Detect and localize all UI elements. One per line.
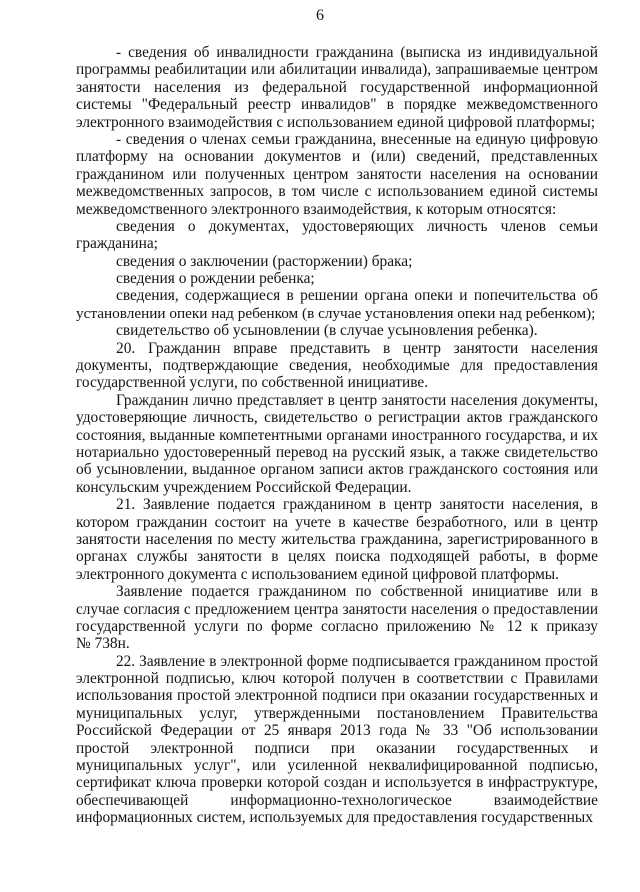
paragraph	[76, 496, 598, 583]
text-line: электронного взаимодействия с использованием единой цифровой платформы;	[76, 113, 596, 131]
paragraph	[76, 340, 598, 392]
text-line: 20. Гражданин вправе представить в центр занятости населения	[116, 339, 598, 357]
paragraph	[76, 253, 598, 270]
paragraph	[76, 583, 598, 653]
text-line: простой электронной подписи при оказании государственных и	[76, 739, 598, 757]
text-line: сертификат ключа проверки которой создан и используется в инфраструктуре,	[76, 774, 598, 792]
text-line: № 738н.	[76, 635, 130, 653]
text-line: установлении опеки над ребенком (в случае установления опеки над ребенком);	[76, 304, 596, 322]
paragraph	[76, 322, 598, 339]
text-line: государственной услуги, по собственной инициативе.	[76, 374, 429, 392]
text-line: Гражданин лично представляет в центр занятости населения документы,	[116, 391, 598, 409]
text-line: - сведения об инвалидности гражданина (выписка из индивидуальной	[116, 44, 598, 61]
text-line: котором гражданин состоит на учете в качестве безработного, или в центр	[76, 513, 598, 531]
paragraph	[76, 392, 598, 496]
paragraph	[76, 653, 598, 827]
text-line: сведения о документах, удостоверяющих личность членов семьи	[116, 217, 598, 235]
text-line: обеспечивающей информационно-технологическое взаимодействие	[76, 791, 598, 809]
text-line: документы, подтверждающие сведения, необходимые для предоставления	[76, 357, 598, 375]
text-line: об усыновлении, выданное органом записи актов гражданского состояния или	[76, 461, 598, 479]
page-number: 6	[316, 7, 324, 24]
text-line: нотариально удостоверенный перевод на русский язык, а также свидетельство	[76, 443, 598, 461]
text-line: - сведения о членах семьи гражданина, внесенные на единую цифровую	[116, 130, 598, 148]
text-line: гражданина;	[76, 235, 158, 253]
text-line: электронной подписью, ключ которой получен в соответствии с Правилами	[76, 670, 598, 688]
text-line: Заявление подается гражданином по собственной инициативе или в	[116, 583, 598, 601]
text-line: гражданином или полученных центром занятости населения на основании	[76, 165, 598, 183]
text-line: использования простой электронной подписи при оказании государственных и	[76, 687, 598, 705]
text-line: занятости населения по месту жительства гражданина, зарегистрированного в	[76, 530, 598, 548]
text-line: 22. Заявление в электронной форме подписывается гражданином простой	[116, 652, 598, 670]
text-line: межведомственного электронного взаимодействия, к которым относятся:	[76, 200, 557, 218]
text-line: муниципальных услуг", или усиленной неквалифицированной подписью,	[76, 757, 598, 775]
text-line: муниципальных услуг, утвержденными постановлением Правительства	[76, 704, 598, 722]
text-line: органах службы занятости в целях поиска подходящей работы, в форме	[76, 548, 598, 566]
text-line: состояния, выданные компетентными органами иностранного государства, и их	[76, 426, 598, 444]
text-line: Российской Федерации от 25 января 2013 года № 33 "Об использовании	[76, 722, 598, 740]
text-line: сведения, содержащиеся в решении органа опеки и попечительства об	[116, 287, 598, 305]
paragraph	[76, 44, 598, 131]
text-line: сведения о заключении (расторжении) брака;	[116, 252, 413, 270]
paragraph	[76, 218, 598, 253]
text-line: информационных систем, используемых для предоставления государственных	[76, 809, 593, 827]
paragraph	[76, 131, 598, 218]
text-line: удостоверяющие личность, свидетельство о регистрации актов гражданского	[76, 409, 598, 427]
paragraph	[76, 270, 598, 287]
text-line: межведомственных запросов, в том числе с использованием единой системы	[76, 183, 598, 201]
text-line: случае согласия с предложением центра занятости населения о предоставлении	[76, 600, 598, 618]
text-line: программы реабилитации или абилитации инвалида), запрашиваемые центром	[76, 61, 598, 79]
text-line: государственной услуги по форме согласно приложению № 12 к приказу	[76, 617, 598, 635]
text-line: системы "Федеральный реестр инвалидов" в порядке межведомственного	[76, 96, 598, 114]
text-line: сведения о рождении ребенка;	[116, 270, 315, 288]
text-line: электронного документа с использованием единой цифровой платформы.	[76, 565, 559, 583]
document-body	[76, 44, 598, 827]
text-line: свидетельство об усыновлении (в случае усыновления ребенка).	[116, 322, 538, 340]
text-line: занятости населения из федеральной государственной информационной	[76, 78, 598, 96]
paragraph	[76, 287, 598, 322]
text-line: платформу на основании документов и (или) сведений, представленных	[76, 148, 598, 166]
text-line: консульским учреждением Российской Федерации.	[76, 478, 412, 496]
text-line: 21. Заявление подается гражданином в центр занятости населения, в	[116, 496, 598, 514]
